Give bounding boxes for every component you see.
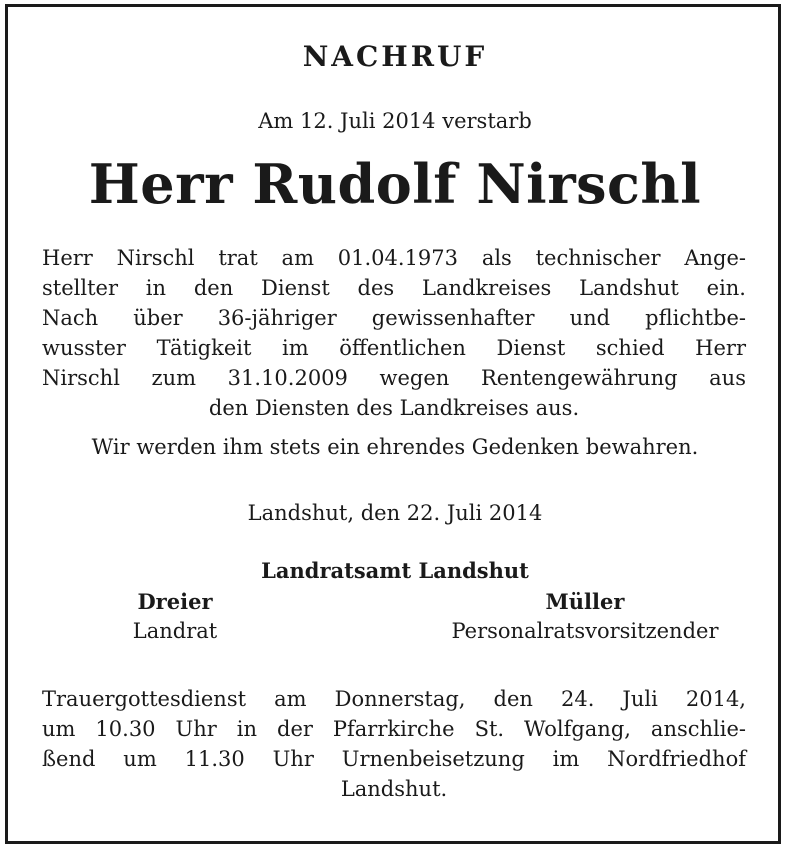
issuing-office: Landratsamt Landshut: [261, 558, 529, 583]
funeral-line: Landshut.: [340, 777, 448, 801]
signatory-role: Personalratsvorsitzender: [451, 619, 719, 643]
funeral-line: Trauergottesdienst am Donnerstag, den 24. Juli 2014,: [42, 687, 746, 711]
biography-line: den Diensten des Landkreises aus.: [208, 396, 580, 420]
signatory-name: Müller: [545, 589, 625, 614]
funeral-paragraph: [42, 684, 746, 804]
biography-line: Herr Nirschl trat am 01.04.1973 als technischer Ange-: [42, 246, 746, 270]
signatory-role: Landrat: [132, 619, 218, 643]
place-and-date: Landshut, den 22. Juli 2014: [247, 501, 543, 525]
deceased-name: Herr Rudolf Nirschl: [88, 152, 702, 216]
biography-line: Nach über 36-jähriger gewissenhafter und pflichtbe-: [42, 306, 746, 330]
signatory-name: Dreier: [137, 589, 213, 614]
notice-heading: NACHRUF: [302, 40, 488, 73]
biography-paragraph: [42, 243, 746, 423]
funeral-line: um 10.30 Uhr in der Pfarrkirche St. Wolfgang, anschlie-: [42, 717, 746, 741]
biography-line: Nirschl zum 31.10.2009 wegen Rentengewährung aus: [42, 366, 746, 390]
biography-line: wusster Tätigkeit im öffentlichen Dienst schied Herr: [42, 336, 746, 360]
funeral-line: ßend um 11.30 Uhr Urnenbeisetzung im Nordfriedhof: [42, 747, 746, 771]
intro-line: Am 12. Juli 2014 verstarb: [258, 109, 532, 133]
closing-sentence: Wir werden ihm stets ein ehrendes Gedenken bewahren.: [91, 435, 699, 459]
biography-line: stellter in den Dienst des Landkreises Landshut ein.: [42, 276, 746, 300]
